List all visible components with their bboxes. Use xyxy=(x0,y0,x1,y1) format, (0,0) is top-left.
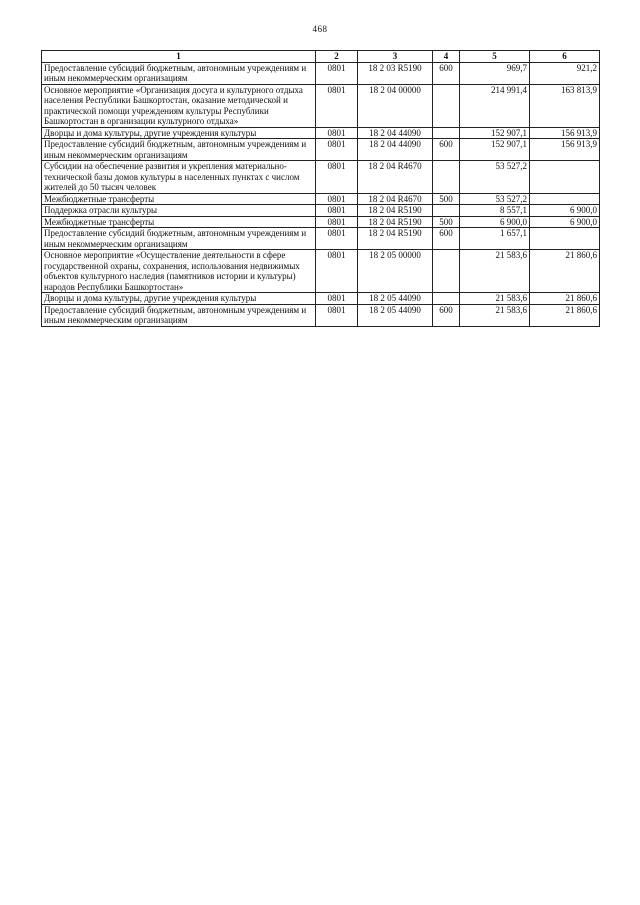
target-article-cell: 18 2 05 44090 xyxy=(358,293,433,305)
section-code-cell: 0801 xyxy=(316,127,358,139)
amount-col6-cell xyxy=(530,228,600,250)
expense-type-cell xyxy=(433,161,460,194)
row-name-cell: Межбюджетные трансферты xyxy=(42,193,316,205)
table-row xyxy=(42,205,600,217)
header-row xyxy=(42,51,600,63)
amount-col5-cell: 969,7 xyxy=(460,62,530,84)
amount-col6-cell: 156 913,9 xyxy=(530,127,600,139)
target-article-cell: 18 2 05 44090 xyxy=(358,304,433,326)
table-row xyxy=(42,304,600,326)
table-row xyxy=(42,139,600,161)
expense-type-cell: 500 xyxy=(433,216,460,228)
section-code-cell: 0801 xyxy=(316,216,358,228)
section-code-cell: 0801 xyxy=(316,62,358,84)
amount-col5-cell: 21 583,6 xyxy=(460,304,530,326)
amount-col6-cell: 6 900,0 xyxy=(530,205,600,217)
row-name-cell: Основное мероприятие «Осуществление деятельности в сфере государственной охраны, сохранения, использования недвижимых объектов культурного наследия (памятников истории и культуры) народов Республики Башкортостан» xyxy=(42,250,316,293)
amount-col5-cell: 8 557,1 xyxy=(460,205,530,217)
row-name-cell: Предоставление субсидий бюджетным, автономным учреждениям и иным некоммерческим организациям xyxy=(42,304,316,326)
section-code-cell: 0801 xyxy=(316,250,358,293)
amount-col5-cell: 152 907,1 xyxy=(460,127,530,139)
amount-col6-cell: 21 860,6 xyxy=(530,250,600,293)
row-name-cell: Субсидии на обеспечение развития и укрепления материально-технической базы домов культуры в населенных пунктах с числом жителей до 50 тысяч человек xyxy=(42,161,316,194)
expense-type-cell xyxy=(433,293,460,305)
amount-col6-cell: 6 900,0 xyxy=(530,216,600,228)
target-article-cell: 18 2 04 R5190 xyxy=(358,216,433,228)
header-cell-2: 2 xyxy=(316,51,358,63)
amount-col6-cell: 156 913,9 xyxy=(530,139,600,161)
target-article-cell: 18 2 04 44090 xyxy=(358,139,433,161)
target-article-cell: 18 2 03 R5190 xyxy=(358,62,433,84)
expense-type-cell: 600 xyxy=(433,139,460,161)
amount-col6-cell: 21 860,6 xyxy=(530,304,600,326)
expense-type-cell xyxy=(433,205,460,217)
section-code-cell: 0801 xyxy=(316,228,358,250)
target-article-cell: 18 2 04 R4670 xyxy=(358,161,433,194)
row-name-cell: Дворцы и дома культуры, другие учреждения культуры xyxy=(42,127,316,139)
target-article-cell: 18 2 05 00000 xyxy=(358,250,433,293)
row-name-cell: Основное мероприятие «Организация досуга и культурного отдыха населения Республики Башкортостан, оказание методической и практической помощи учреждениям культуры Республики Башкортостан в организации культурного отдыха» xyxy=(42,84,316,127)
amount-col6-cell: 21 860,6 xyxy=(530,293,600,305)
amount-col5-cell: 53 527,2 xyxy=(460,193,530,205)
amount-col6-cell xyxy=(530,161,600,194)
row-name-cell: Межбюджетные трансферты xyxy=(42,216,316,228)
row-name-cell: Дворцы и дома культуры, другие учреждения культуры xyxy=(42,293,316,305)
section-code-cell: 0801 xyxy=(316,161,358,194)
amount-col5-cell: 152 907,1 xyxy=(460,139,530,161)
table-row xyxy=(42,84,600,127)
page-number: 468 xyxy=(312,24,328,34)
row-name-cell: Предоставление субсидий бюджетным, автономным учреждениям и иным некоммерческим организациям xyxy=(42,62,316,84)
amount-col6-cell xyxy=(530,193,600,205)
section-code-cell: 0801 xyxy=(316,139,358,161)
target-article-cell: 18 2 04 R4670 xyxy=(358,193,433,205)
section-code-cell: 0801 xyxy=(316,293,358,305)
amount-col5-cell: 21 583,6 xyxy=(460,250,530,293)
amount-col6-cell: 921,2 xyxy=(530,62,600,84)
amount-col5-cell: 53 527,2 xyxy=(460,161,530,194)
header-cell-1: 1 xyxy=(42,51,316,63)
header-cell-5: 5 xyxy=(460,51,530,63)
target-article-cell: 18 2 04 44090 xyxy=(358,127,433,139)
expense-type-cell: 600 xyxy=(433,62,460,84)
amount-col5-cell: 6 900,0 xyxy=(460,216,530,228)
table-row xyxy=(42,127,600,139)
expense-type-cell xyxy=(433,84,460,127)
amount-col5-cell: 1 657,1 xyxy=(460,228,530,250)
table-row xyxy=(42,161,600,194)
expense-type-cell: 600 xyxy=(433,304,460,326)
amount-col6-cell: 163 813,9 xyxy=(530,84,600,127)
header-cell-4: 4 xyxy=(433,51,460,63)
expense-type-cell xyxy=(433,127,460,139)
target-article-cell: 18 2 04 R5190 xyxy=(358,228,433,250)
header-cell-3: 3 xyxy=(358,51,433,63)
section-code-cell: 0801 xyxy=(316,193,358,205)
expense-type-cell: 500 xyxy=(433,193,460,205)
row-name-cell: Предоставление субсидий бюджетным, автономным учреждениям и иным некоммерческим организациям xyxy=(42,139,316,161)
row-name-cell: Поддержка отрасли культуры xyxy=(42,205,316,217)
table-row xyxy=(42,193,600,205)
table-row xyxy=(42,250,600,293)
table-row xyxy=(42,216,600,228)
table-row xyxy=(42,228,600,250)
amount-col5-cell: 21 583,6 xyxy=(460,293,530,305)
target-article-cell: 18 2 04 R5190 xyxy=(358,205,433,217)
section-code-cell: 0801 xyxy=(316,304,358,326)
target-article-cell: 18 2 04 00000 xyxy=(358,84,433,127)
table-row xyxy=(42,293,600,305)
expense-type-cell: 600 xyxy=(433,228,460,250)
section-code-cell: 0801 xyxy=(316,84,358,127)
header-cell-6: 6 xyxy=(530,51,600,63)
expense-type-cell xyxy=(433,250,460,293)
row-name-cell: Предоставление субсидий бюджетным, автономным учреждениям и иным некоммерческим организациям xyxy=(42,228,316,250)
budget-table xyxy=(41,50,600,327)
section-code-cell: 0801 xyxy=(316,205,358,217)
table-row xyxy=(42,62,600,84)
amount-col5-cell: 214 991,4 xyxy=(460,84,530,127)
